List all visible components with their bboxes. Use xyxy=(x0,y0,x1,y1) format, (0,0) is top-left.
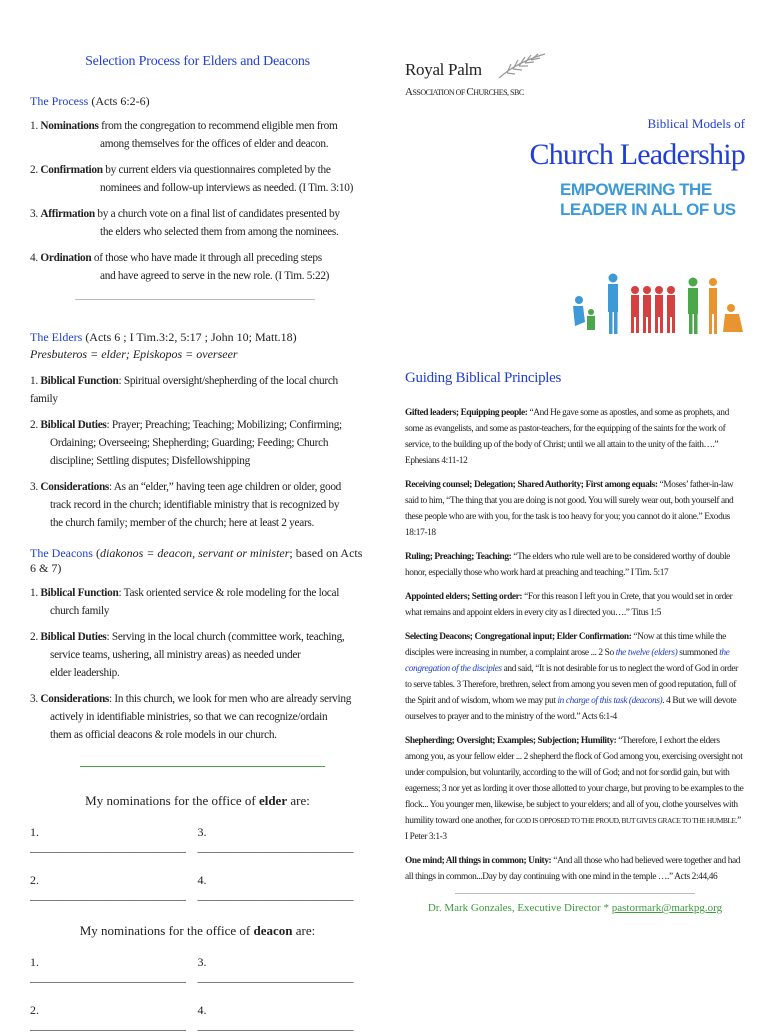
divider xyxy=(75,299,315,300)
tagline-line: EMPOWERING THE xyxy=(560,180,712,199)
principle-paragraph xyxy=(405,477,745,541)
principle-paragraph xyxy=(405,629,745,725)
deacons-item xyxy=(30,690,365,744)
principle-text: “For this reason I left you in Crete, that you would set in order what remains and appoint elders in every city as I directed you….” Titus 1:5 xyxy=(405,592,733,618)
item-text: by current elders via questionnaires completed by the xyxy=(102,164,331,176)
item-text-cont: actively in identifiable ministries, so that we can recognize/ordain xyxy=(50,711,328,723)
nom-office: deacon xyxy=(253,923,293,938)
deacon-blank-row xyxy=(30,955,365,985)
divider xyxy=(455,893,695,894)
principle-small-caps: GOD IS OPPOSED TO THE PROUD, BUT GIVES GRACE TO THE HUMBLE. xyxy=(515,816,738,825)
elders-item xyxy=(30,416,365,470)
item-text: : Task oriented service & role modeling for the local xyxy=(118,587,340,599)
elder-blank-row xyxy=(30,825,365,855)
deacons-item xyxy=(30,628,365,682)
guiding-principles-heading: Guiding Biblical Principles xyxy=(405,370,562,386)
deacons-heading-label: The Deacons xyxy=(30,546,93,560)
nom-text: are: xyxy=(287,793,310,808)
selection-title: Selection Process for Elders and Deacons xyxy=(85,54,310,69)
elders-heading xyxy=(30,330,365,345)
elders-item xyxy=(30,478,365,532)
brand xyxy=(405,60,745,80)
principle-term: Receiving counsel; Delegation; Shared Authority; First among equals: xyxy=(405,480,658,490)
item-number: 1. xyxy=(30,375,41,387)
elders-list xyxy=(30,372,365,532)
principle-text: “Therefore, I exhort the elders among you, as your fellow elder ... 2 shepherd the flock of God among you, exercising oversight not under compulsion, but voluntarily, according to the will of God; and not for sordid gain, but with eagerness; 3 nor yet as lording it over those allotted to your charge, but proving to be examples to the flock... You younger men, likewise, be subject to your elders; and all of you, clothe yourselves with humility toward one another, for xyxy=(405,736,744,826)
item-number: 4. xyxy=(30,252,41,264)
process-item xyxy=(30,249,365,285)
nom-text: My nominations for the office of xyxy=(85,793,259,808)
process-item xyxy=(30,161,365,197)
deacons-list xyxy=(30,584,365,744)
deacon-nominee-3-field[interactable]: 3. __________________________ xyxy=(197,955,354,984)
process-item xyxy=(30,117,365,153)
deacons-paren: ( xyxy=(92,546,100,560)
item-term: Confirmation xyxy=(40,164,103,176)
deacons-item xyxy=(30,584,365,620)
process-item xyxy=(30,205,365,241)
item-number: 2. xyxy=(30,631,41,643)
elder-blank-row xyxy=(30,873,365,903)
principle-term: One mind; All things in common; Unity: xyxy=(405,856,552,866)
tagline-line: LEADER IN ALL OF US xyxy=(560,200,736,219)
process-heading-label: The Process xyxy=(30,94,89,108)
item-text-cont: track record in the church; identifiable ministry that is recognized by xyxy=(50,499,340,511)
principle-term: Ruling; Preaching; Teaching: xyxy=(405,552,512,562)
assoc-part: SSOCIATION OF xyxy=(412,88,467,97)
principle-paragraph xyxy=(405,549,745,581)
deacon-nominations-title xyxy=(30,923,365,939)
item-text-cont: the elders who selected them from among the nominees. xyxy=(100,226,339,238)
process-list xyxy=(30,117,365,285)
item-number: 3. xyxy=(30,693,41,705)
principle-term: Appointed elders; Setting order: xyxy=(405,592,523,602)
item-text-cont: the church family; member of the church; here at least 2 years. xyxy=(50,517,315,529)
assoc-part: HURCHES xyxy=(473,88,508,97)
item-text-cont: and have agreed to serve in the new role. (I Tim. 5:22) xyxy=(100,270,330,282)
principle-text: . 4 But we will devote ourselves to prayer and to the ministry of the word.” Acts 6:1-4 xyxy=(405,696,737,722)
principle-text: “And He gave some as apostles, and some as prophets, and some as evangelists, and some as pastor-teachers, for the equipping of the saints for the work of service, to the building up of the body of Christ; until we all attain to the unity of the faith….” Ephesians 4:11-12 xyxy=(405,408,729,466)
item-term: Biblical Duties xyxy=(40,631,107,643)
deacon-blank-row xyxy=(30,1003,365,1033)
elder-nominations-title xyxy=(30,793,365,809)
divider-green xyxy=(80,766,325,767)
item-text: of those who have made it through all preceding steps xyxy=(91,252,322,264)
principle-emphasis: in charge of this task (deacons) xyxy=(557,696,663,706)
item-term: Biblical Function xyxy=(40,375,119,387)
principle-term: Selecting Deacons; Congregational input; Elder Confirmation: xyxy=(405,632,632,642)
elders-ref: (Acts 6 ; I Tim.3:2, 5:17 ; John 10; Matt.18) xyxy=(82,330,297,344)
item-text-cont: church family xyxy=(50,605,110,617)
item-term: Considerations xyxy=(40,481,110,493)
principle-paragraph xyxy=(405,853,745,885)
principle-text: “The elders who rule well are to be considered worthy of double honor, especially those who work hard at preaching and teaching.” I Tim. 5:17 xyxy=(405,552,730,578)
email-link[interactable]: pastormark@markpg.org xyxy=(611,902,723,914)
principle-term: Shepherding; Oversight; Examples; Subjection; Humility: xyxy=(405,736,617,746)
deacon-nominee-1-field[interactable]: 1. __________________________ xyxy=(30,955,186,984)
nom-text: are: xyxy=(292,923,316,938)
item-number: 1. xyxy=(30,587,41,599)
assoc-part: C xyxy=(466,86,474,98)
item-text: : Spiritual oversight/shepherding of the local church family xyxy=(30,375,338,405)
elder-nominee-1-field[interactable]: 1. __________________________ xyxy=(30,825,186,854)
item-text-cont: discipline; Settling disputes; Disfellowshipping xyxy=(50,455,250,467)
association-name xyxy=(405,86,745,98)
item-text-cont: nominees and follow-up interviews as needed. (I Tim. 3:10) xyxy=(100,182,354,194)
item-text-cont: service teams, ushering, all ministry areas) as needed under xyxy=(50,649,301,661)
principle-paragraph xyxy=(405,405,745,469)
item-text-cont: Ordaining; Overseeing; Shepherding; Guarding; Feeding; Church xyxy=(50,437,329,449)
principle-paragraph xyxy=(405,589,745,621)
principle-text: “And all those who had believed were together and had all things in common...Day by day continuing with one mind in the temple ….” Acts 2:44,46 xyxy=(405,856,741,882)
process-heading xyxy=(30,94,365,109)
item-term: Nominations xyxy=(40,120,99,132)
principle-text: and said, “It is not desirable for us to neglect the word of God in order to serve tables. 3 Therefore, brethren, select from among you seven men of good reputation, full of the Spirit and of wisdom, whom we may put xyxy=(405,664,738,706)
principle-emphasis: the congregation of the disciples xyxy=(405,648,730,674)
principle-text: summoned xyxy=(677,648,720,658)
nom-text: My nominations for the office of xyxy=(79,923,254,938)
brand-name: Royal Palm xyxy=(405,60,482,79)
item-term: Affirmation xyxy=(40,208,95,220)
item-number: 2. xyxy=(30,164,41,176)
assoc-part: A xyxy=(405,86,413,98)
principle-text: ” I Peter 3:1-3 xyxy=(405,816,741,842)
item-term: Ordination xyxy=(40,252,92,264)
deacons-greek: diakonos = deacon, servant or minister xyxy=(99,546,290,560)
principle-text: “Now at this time while the disciples were increasing in number, a complaint arose ... 2 So xyxy=(405,632,726,658)
elders-heading-label: The Elders xyxy=(30,330,83,344)
process-ref: (Acts 6:2-6) xyxy=(88,94,150,108)
right-column xyxy=(405,60,745,914)
deacon-nominee-2-field[interactable]: 2. __________________________ xyxy=(30,1003,186,1032)
elders-item xyxy=(30,372,365,408)
item-text-cont: among themselves for the offices of elder and deacon. xyxy=(100,138,329,150)
empowering-tagline xyxy=(560,180,745,220)
item-number: 3. xyxy=(30,208,41,220)
principle-emphasis: the twelve (elders) xyxy=(615,648,678,658)
item-text-cont: elder leadership. xyxy=(50,667,120,679)
nom-office: elder xyxy=(258,793,288,808)
item-number: 3. xyxy=(30,481,41,493)
item-term: Biblical Duties xyxy=(40,419,107,431)
principles-section xyxy=(405,370,745,914)
principle-text: “Moses’ father-in-law said to him, “The thing that you are doing is not good. You will surely wear out, both yourself and these people who are with you, for the task is too heavy for you; you cannot do it alone.” Exodus 18:17-18 xyxy=(405,480,734,538)
deacons-ref: ; based on Acts 6 & 7) xyxy=(30,546,363,575)
footer-contact xyxy=(405,902,745,914)
principle-term: Gifted leaders; Equipping people: xyxy=(405,408,528,418)
item-text: : Serving in the local church (committee work, teaching, xyxy=(106,631,345,643)
item-term: Considerations xyxy=(40,693,110,705)
footer-name: Dr. Mark Gonzales, Executive Director * xyxy=(427,902,612,914)
palm-leaf-icon xyxy=(497,52,547,82)
deacon-nominee-4-field[interactable]: 4. __________________________ xyxy=(197,1003,354,1032)
item-number: 1. xyxy=(30,120,41,132)
item-term: Biblical Function xyxy=(40,587,119,599)
item-text: from the congregation to recommend eligible men from xyxy=(98,120,338,132)
item-text-cont: them as official deacons & role models in our church. xyxy=(50,729,277,741)
left-column xyxy=(30,50,365,1033)
elder-nominee-4-field[interactable]: 4. __________________________ xyxy=(197,873,354,902)
leaders-illustration-icon xyxy=(565,260,745,340)
church-leadership-title: Church Leadership xyxy=(529,138,745,171)
item-number: 2. xyxy=(30,419,41,431)
assoc-part: , SBC xyxy=(507,88,524,97)
deacons-heading xyxy=(30,546,365,576)
item-text: : As an “elder,” having teen age children or older, good xyxy=(109,481,342,493)
item-text: : Prayer; Preaching; Teaching; Mobilizing; Confirming; xyxy=(106,419,342,431)
elders-subheading: Presbuteros = elder; Episkopos = overseer xyxy=(30,347,238,361)
principle-paragraph xyxy=(405,733,745,845)
elder-nominee-3-field[interactable]: 3. __________________________ xyxy=(197,825,354,854)
elder-nominee-2-field[interactable]: 2. __________________________ xyxy=(30,873,186,902)
item-text: by a church vote on a final list of candidates presented by xyxy=(94,208,340,220)
item-text: : In this church, we look for men who are already serving xyxy=(109,693,352,705)
biblical-models-title: Biblical Models of xyxy=(647,116,745,131)
